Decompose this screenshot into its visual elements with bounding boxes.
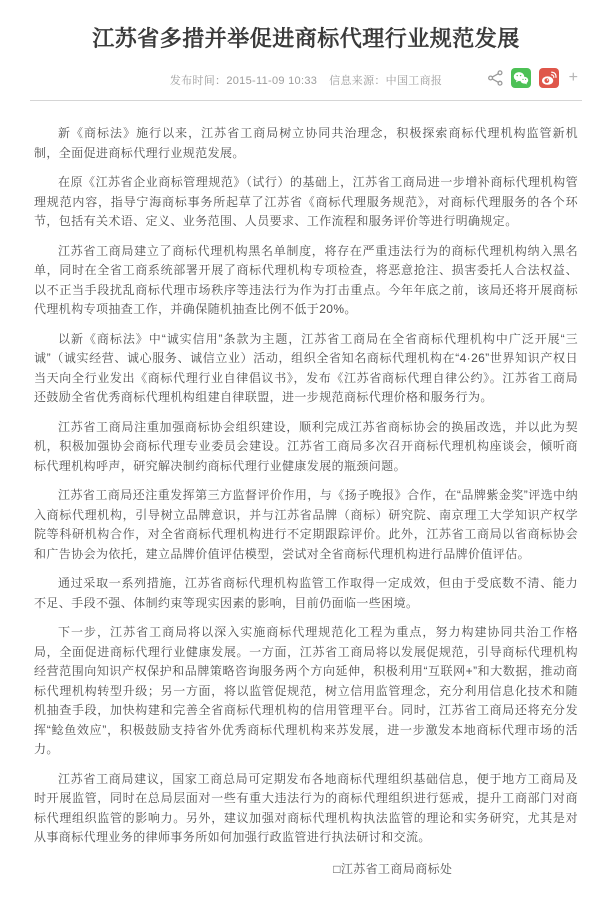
more-share-icon[interactable]: + bbox=[568, 69, 578, 86]
meta-row bbox=[34, 70, 578, 92]
article-paragraph: 江苏省工商局建立了商标代理机构黑名单制度，将存在严重违法行为的商标代理机构纳入黑名单，同时在全省工商系统部署开展了商标代理机构专项检查，将恶意抢注、损害委托人合法权益、以不正当手段扰乱商标代理市场秩序等违法行为作为打击重点。今年年底之前，该局还将开展商标代理机构专项抽查工作，并确保随机抽查比例不低于20%。 bbox=[34, 243, 578, 316]
article-paragraph: 在原《江苏省企业商标管理规范》（试行）的基础上，江苏省工商局进一步增补商标代理机构管理规范内容，指导宁海商标事务所起草了江苏省《商标代理服务规范》，对商标代理服务的各个环节，包括有关术语、定义、业务范围、人员要求、工作流程和服务评价等进行明确规定。 bbox=[34, 175, 578, 228]
source-value: 中国工商报 bbox=[385, 75, 443, 87]
article-paragraph: 通过采取一系列措施，江苏省商标代理机构监管工作取得一定成效，但由于受底数不清、能力不足、手段不强、体制约束等现实因素的影响，目前仍面临一些困境。 bbox=[34, 576, 578, 610]
article-paragraph: 新《商标法》施行以来，江苏省工商局树立协同共治理念，积极探索商标代理机构监管新机制，全面促进商标代理行业规范发展。 bbox=[34, 126, 578, 160]
source-label: 信息来源： bbox=[329, 75, 386, 87]
article-paragraph: 下一步，江苏省工商局将以深入实施商标代理规范化工程为重点，努力构建协同共治工作格局，全面促进商标代理行业健康发展。一方面，江苏省工商局将以发展促规范，引导商标代理机构经营范围向知识产权保护和品牌策略咨询服务两个方向延伸，积极利用“互联网+”和大数据，推动商标代理机构转型升级；另一方面，将以监管促规范，树立信用监管理念，充分利用信息化技术和随机抽查手段，加快构建和完善全省商标代理机构的信用管理平台。同时，江苏省工商局还将充分发挥“鲶鱼效应”，积极鼓励支持省外优秀商标代理机构来苏发展，进一步激发本地商标代理市场的活力。 bbox=[34, 625, 578, 756]
page-title: 江苏省多措并举促进商标代理行业规范发展 bbox=[92, 26, 520, 51]
share-toolbar bbox=[488, 68, 578, 88]
article-body bbox=[34, 124, 578, 848]
weibo-share-icon[interactable] bbox=[539, 68, 559, 88]
article-paragraph: 以新《商标法》中“诚实信用”条款为主题，江苏省工商局在全省商标代理机构中广泛开展“三诚”（诚实经营、诚心服务、诚信立业）活动，组织全省知名商标代理机构在“4·26”世界知识产权日当天向全行业发出《商标代理行业自律倡议书》，发布《江苏省商标代理自律公约》。江苏省工商局还鼓励全省优秀商标代理机构组建自律联盟，进一步规范商标代理价格和服务行为。 bbox=[34, 331, 578, 404]
article-signature: □江苏省工商局商标处 bbox=[333, 861, 453, 876]
wechat-share-icon[interactable] bbox=[511, 68, 531, 88]
article-paragraph: 江苏省工商局注重加强商标协会组织建设，顺利完成江苏省商标协会的换届改选，并以此为契机，积极加强协会商标代理专业委员会建设。江苏省工商局多次召开商标代理机构座谈会，倾听商标代理机构呼声，研究解决制约商标代理行业健康发展的瓶颈问题。 bbox=[34, 419, 578, 473]
article-paragraph: 江苏省工商局还注重发挥第三方监督评价作用，与《扬子晚报》合作，在“品牌紫金奖”评选中纳入商标代理机构，引导树立品牌意识，并与江苏省品牌（商标）研究院、南京理工大学知识产权学院等科研机构合作，对全省商标代理机构进行不定期跟踪评价。此外，江苏省工商局以省商标协会和广告协会为依托，建立品牌价值评估模型，尝试对全省商标代理机构进行品牌价值评估。 bbox=[34, 488, 578, 561]
publish-time-label: 发布时间： bbox=[169, 75, 227, 87]
share-icon[interactable] bbox=[488, 70, 503, 86]
article-paragraph: 江苏省工商局建议，国家工商总局可定期发布各地商标代理组织基础信息，便于地方工商局及时开展监管，同时在总局层面对一些有重大违法行为的商标代理组织进行惩戒，提升工商部门对商标代理组织监管的影响力。另外，建议加强对商标代理机构执法监管的理论和实务研究，尤其是对从事商标代理业务的律师事务所如何加强行政监管进行执法研讨和交流。 bbox=[34, 771, 578, 844]
header-divider bbox=[30, 100, 582, 101]
publish-time-value: 2015-11-09 10:33 bbox=[226, 75, 318, 87]
